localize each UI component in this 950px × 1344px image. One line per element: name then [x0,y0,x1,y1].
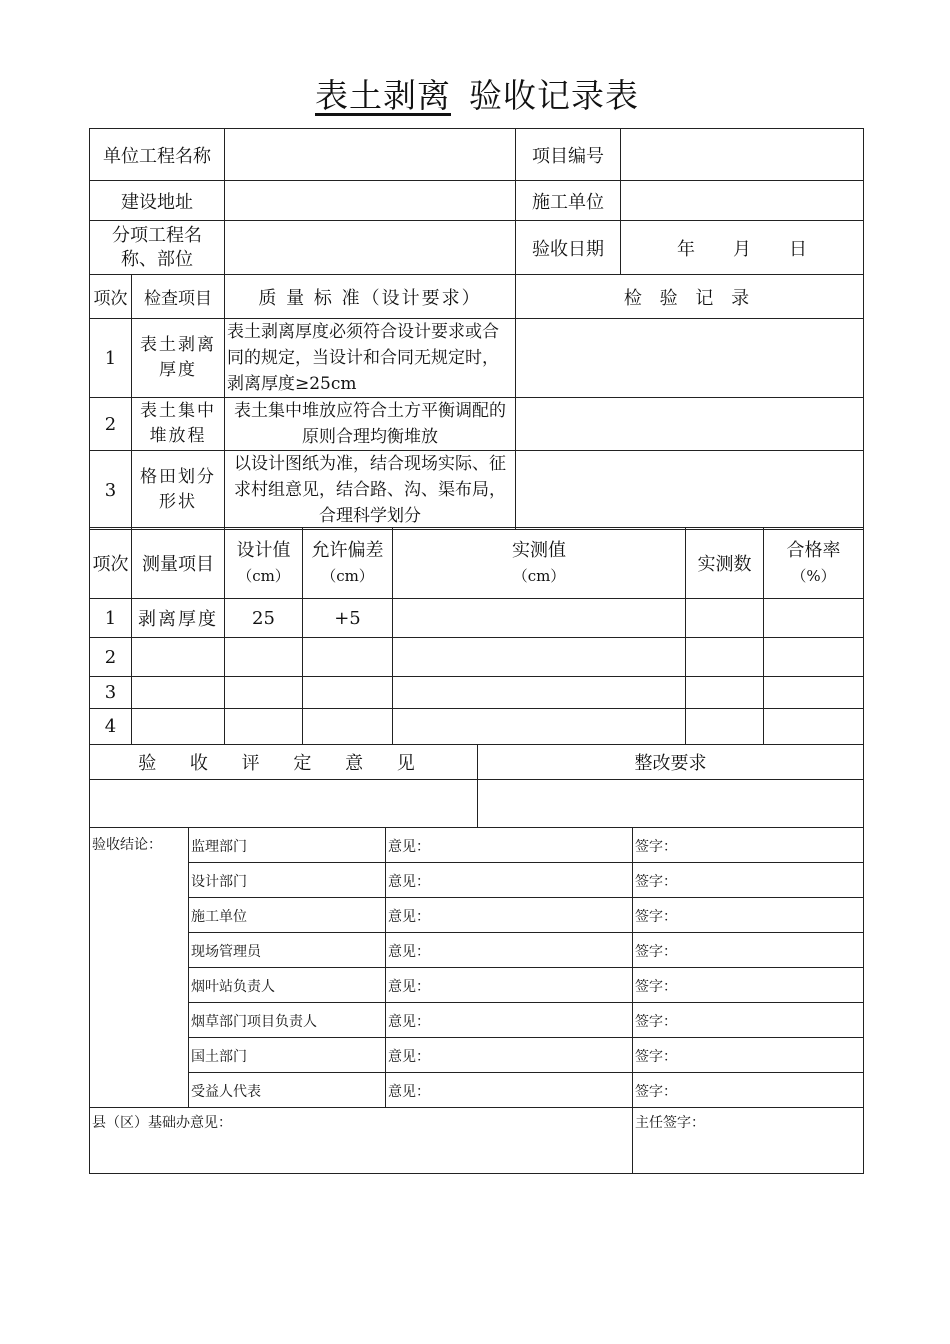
contractor-field[interactable] [621,181,864,221]
signoff-table [89,827,864,1174]
measure-count-field[interactable] [686,709,764,745]
measure-no: 2 [90,638,132,677]
measurement-table [89,527,864,745]
sign-field[interactable]: 签字： [633,1003,864,1038]
measure-col-tolerance: 允许偏差 [311,539,384,561]
measure-row [90,677,864,709]
subitem-field[interactable] [225,221,516,275]
project-no-field[interactable] [621,129,864,181]
measure-tolerance[interactable] [303,709,393,745]
county-opinion-field[interactable]: 县（区）基础办意见： [90,1108,633,1174]
measure-rate-field[interactable] [764,709,864,745]
title-rest: 验收记录表 [469,76,639,115]
dept-label: 现场管理员 [189,933,386,968]
measure-count-field[interactable] [686,599,764,638]
measure-design[interactable] [225,709,303,745]
unit-name-field[interactable] [225,129,516,181]
inspection-record[interactable] [516,319,864,398]
col-no-header: 项次 [90,275,132,319]
measure-col-count: 实测数 [686,528,764,599]
rectify-label: 整改要求 [478,745,864,780]
contractor-label: 施工单位 [516,181,621,221]
address-field[interactable] [225,181,516,221]
measure-col-measured-unit: （cm） [512,566,566,585]
measure-col-item: 测量项目 [132,528,225,599]
inspection-row [90,451,864,530]
measure-row [90,599,864,638]
sign-field[interactable]: 签字： [633,933,864,968]
measure-item[interactable] [132,638,225,677]
dept-label: 设计部门 [189,863,386,898]
sign-field[interactable]: 签字： [633,828,864,863]
inspection-item: 格田划分形状 [132,451,225,530]
measure-tolerance[interactable] [303,638,393,677]
sign-field[interactable]: 签字： [633,863,864,898]
dept-label: 监理部门 [189,828,386,863]
measure-col-design: 设计值 [236,539,291,561]
evaluation-label: 验 收 评 定 意 见 [90,745,478,780]
opinion-field[interactable]: 意见： [386,1038,633,1073]
project-no-label: 项目编号 [516,129,621,181]
opinion-table [89,744,864,828]
opinion-field[interactable]: 意见： [386,863,633,898]
inspection-standard: 表土集中堆放应符合土方平衡调配的原则合理均衡堆放 [225,398,516,451]
measure-no: 3 [90,677,132,709]
inspection-row [90,398,864,451]
measure-row [90,709,864,745]
measure-design[interactable] [225,638,303,677]
dept-label: 烟草部门项目负责人 [189,1003,386,1038]
title-underlined: 表土剥离 [315,76,451,115]
inspection-item: 表土剥离厚度 [132,319,225,398]
measure-item: 剥离厚度 [132,599,225,638]
inspection-record[interactable] [516,451,864,530]
inspection-row [90,319,864,398]
measure-design[interactable] [225,677,303,709]
unit-name-label: 单位工程名称 [90,129,225,181]
address-label: 建设地址 [90,181,225,221]
date-day: 日 [789,238,807,260]
measure-rate-field[interactable] [764,677,864,709]
opinion-field[interactable]: 意见： [386,1003,633,1038]
measure-col-measured: 实测值 [512,539,566,561]
inspection-standard: 以设计图纸为准，结合现场实际、征求村组意见，结合路、沟、渠布局，合理科学划分 [225,451,516,530]
col-item-header: 检查项目 [132,275,225,319]
measure-count-field[interactable] [686,677,764,709]
rectify-field[interactable] [478,780,864,828]
measure-value-field[interactable] [393,709,686,745]
measure-no: 4 [90,709,132,745]
opinion-field[interactable]: 意见： [386,933,633,968]
sign-field[interactable]: 签字： [633,1038,864,1073]
opinion-field[interactable]: 意见： [386,968,633,1003]
dept-label: 受益人代表 [189,1073,386,1108]
inspection-record[interactable] [516,398,864,451]
measure-col-rate-unit: （%） [791,566,836,585]
inspection-no: 2 [90,398,132,451]
director-sign-field[interactable]: 主任签字： [633,1108,864,1174]
measure-col-design-unit: （cm） [237,566,290,585]
page-title [0,70,950,117]
inspection-no: 3 [90,451,132,530]
conclusion-label: 验收结论： [90,828,189,1108]
measure-row [90,638,864,677]
measure-tolerance: +5 [303,599,393,638]
date-label: 验收日期 [516,221,621,275]
measure-col-tolerance-unit: （cm） [321,566,374,585]
measure-item[interactable] [132,677,225,709]
measure-no: 1 [90,599,132,638]
opinion-field[interactable]: 意见： [386,898,633,933]
dept-label: 施工单位 [189,898,386,933]
col-record-header: 检 验 记 录 [516,275,864,319]
measure-design: 25 [225,599,303,638]
measure-count-field[interactable] [686,638,764,677]
inspection-standard: 表土剥离厚度必须符合设计要求或合同的规定，当设计和合同无规定时，剥离厚度≥25cm [225,319,516,398]
dept-label: 烟叶站负责人 [189,968,386,1003]
inspection-item: 表土集中堆放程 [132,398,225,451]
sign-field[interactable]: 签字： [633,968,864,1003]
opinion-field[interactable]: 意见： [386,1073,633,1108]
measure-item[interactable] [132,709,225,745]
measure-value-field[interactable] [393,677,686,709]
dept-label: 国土部门 [189,1038,386,1073]
col-standard-header: 质 量 标 准（设计要求） [225,275,516,319]
sign-field[interactable]: 签字： [633,898,864,933]
measure-col-no: 项次 [90,528,132,599]
date-field[interactable] [621,221,864,275]
measure-value-field[interactable] [393,599,686,638]
header-inspection-table [89,128,864,530]
sign-field[interactable]: 签字： [633,1073,864,1108]
measure-rate-field[interactable] [764,599,864,638]
measure-col-rate: 合格率 [786,539,841,561]
measure-tolerance[interactable] [303,677,393,709]
date-year: 年 [677,238,695,260]
opinion-field[interactable]: 意见： [386,828,633,863]
subitem-label: 分项工程名称、部位 [90,221,225,275]
measure-value-field[interactable] [393,638,686,677]
evaluation-field[interactable] [90,780,478,828]
measure-rate-field[interactable] [764,638,864,677]
date-month: 月 [733,238,751,260]
inspection-no: 1 [90,319,132,398]
